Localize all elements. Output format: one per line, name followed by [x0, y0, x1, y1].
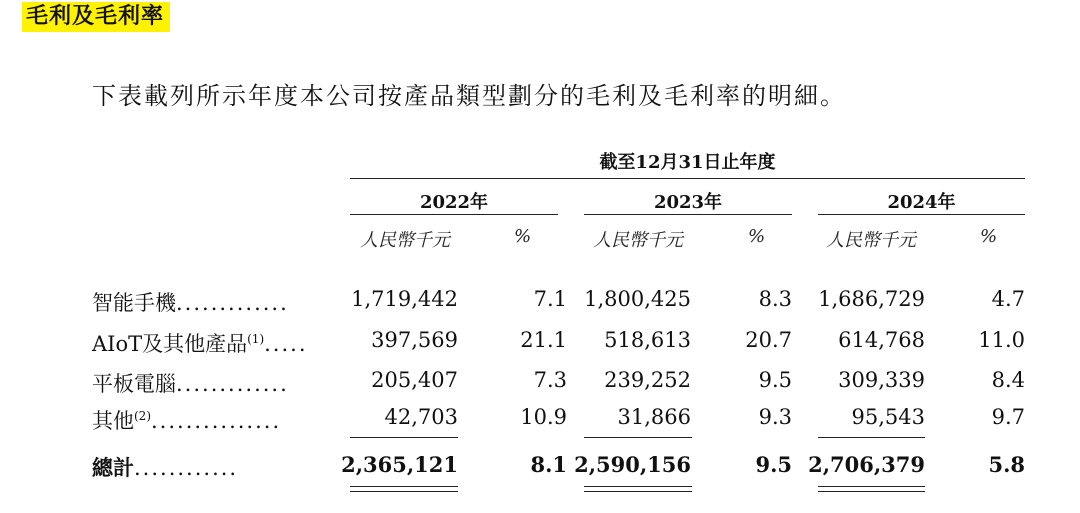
- total-cell: 8.1: [530, 452, 567, 477]
- table-cell: 9.7: [991, 405, 1025, 429]
- total-cell: 5.8: [988, 452, 1025, 477]
- intro-paragraph: 下表載列所示年度本公司按產品類型劃分的毛利及毛利率的明細。: [92, 82, 846, 110]
- unit-label-2022: 人民幣千元: [360, 230, 450, 251]
- table-cell: 4.7: [991, 287, 1025, 311]
- total-double-rule: [818, 491, 925, 492]
- total-double-rule: [584, 491, 692, 492]
- table-cell: 20.7: [745, 328, 792, 352]
- total-cell: 2,706,379: [808, 452, 925, 477]
- subtotal-rule: [350, 437, 458, 438]
- total-double-rule: [350, 491, 458, 492]
- table-cell: 10.9: [520, 405, 567, 429]
- pct-label-2023: %: [748, 226, 766, 247]
- table-cell: 205,407: [371, 368, 458, 392]
- total-double-rule: [818, 486, 925, 487]
- pct-label-2024: %: [980, 226, 998, 247]
- year-header-2024: 2024年: [887, 192, 956, 213]
- table-cell: 42,703: [384, 405, 458, 429]
- year-rule-2022: [350, 214, 558, 215]
- table-cell: 11.0: [978, 328, 1025, 352]
- table-cell: 1,800,425: [584, 287, 691, 311]
- table-cell: 1,686,729: [818, 287, 925, 311]
- table-cell: 7.1: [533, 287, 567, 311]
- table-cell: 21.1: [520, 328, 567, 352]
- year-rule-2024: [818, 214, 1025, 215]
- total-cell: 2,590,156: [574, 452, 691, 477]
- table-cell: 8.3: [758, 287, 792, 311]
- table-cell: 397,569: [371, 328, 458, 352]
- subtotal-rule: [818, 437, 925, 438]
- table-cell: 518,613: [604, 328, 691, 352]
- year-rule-2023: [584, 214, 792, 215]
- table-cell: 239,252: [604, 368, 691, 392]
- year-header-2022: 2022年: [419, 192, 489, 213]
- row-label-aiot: AIoT及其他產品$^{(1)}$.....: [92, 332, 308, 356]
- table-cell: 7.3: [533, 368, 567, 392]
- total-double-rule: [350, 486, 458, 487]
- row-label-smartphones: 智能手機.............: [92, 291, 289, 315]
- table-cell: 31,866: [617, 405, 691, 429]
- row-label-total: 總計............: [92, 455, 239, 480]
- unit-label-2023: 人民幣千元: [593, 230, 683, 251]
- table-cell: 95,543: [851, 405, 925, 429]
- table-cell: 1,719,442: [351, 287, 458, 311]
- pct-label-2022: %: [514, 226, 532, 247]
- year-header-2023: 2023年: [653, 192, 723, 213]
- period-header: 截至12月31日止年度: [599, 152, 776, 173]
- table-cell: 9.3: [758, 405, 792, 429]
- table-cell: 614,768: [838, 328, 925, 352]
- subtotal-rule: [584, 437, 692, 438]
- total-double-rule: [584, 486, 692, 487]
- period-rule: [350, 178, 1025, 179]
- section-heading: 毛利及毛利率: [22, 2, 170, 32]
- table-cell: 309,339: [838, 368, 925, 392]
- total-cell: 2,365,121: [341, 452, 458, 477]
- table-cell: 8.4: [991, 368, 1025, 392]
- row-label-others: 其他$^{(2)}$...............: [92, 409, 282, 433]
- total-cell: 9.5: [755, 452, 792, 477]
- table-cell: 9.5: [758, 368, 792, 392]
- unit-label-2024: 人民幣千元: [826, 230, 916, 251]
- row-label-tablets: 平板電腦.............: [92, 372, 289, 396]
